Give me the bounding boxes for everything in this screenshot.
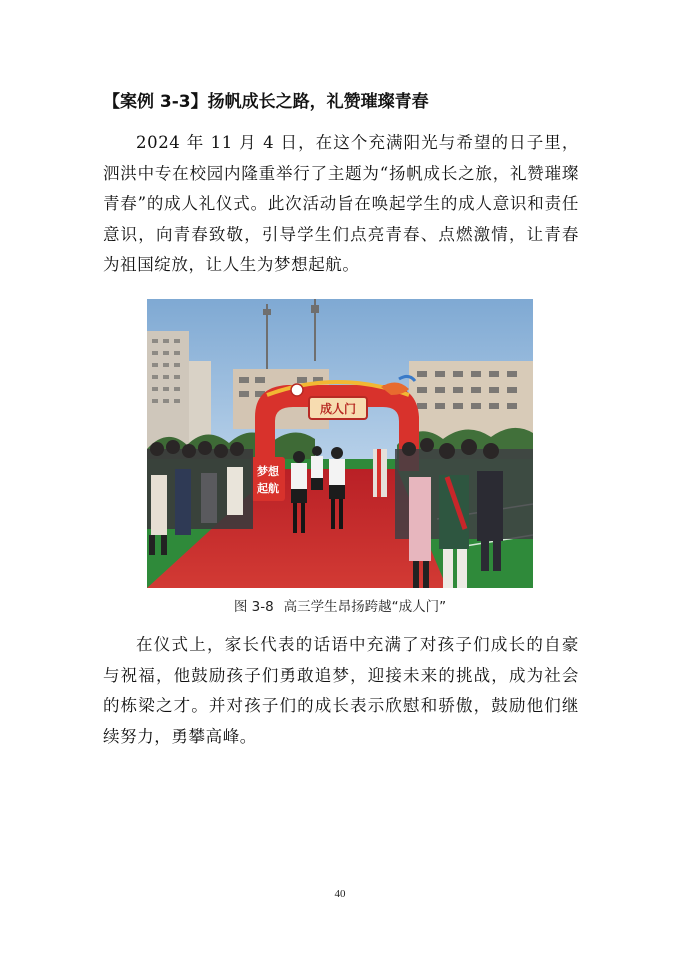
- figure-label: 图 3-8: [233, 599, 274, 615]
- figure-caption-text: 高三学生昂扬跨越“成人门”: [283, 599, 447, 615]
- case-title: 【案例 3-3】扬帆成长之路，礼赞璀璨青春: [103, 92, 429, 112]
- paragraph-1: 2024 年 11 月 4 日，在这个充满阳光与希望的日子里，泗洪中专在校园内隆重举行了主题为“扬帆成长之旅，礼赞璀璨青春”的成人礼仪式。此次活动旨在唤起学生的成人意识和责任意识，向青春致敬，引导学生们点亮青春、点燃激情，让青春为祖国绽放，让人生为梦想起航。: [103, 133, 579, 274]
- banner-line-2: 起航: [257, 482, 279, 495]
- arch-sign: 成人门: [319, 402, 357, 416]
- page-number: 40: [334, 888, 346, 900]
- ceremony-photo: [147, 299, 533, 588]
- figure-caption: [147, 598, 533, 616]
- banner-line-1: 梦想: [257, 465, 279, 478]
- paragraph-2: 在仪式上，家长代表的话语中充满了对孩子们成长的自豪与祝福，他鼓励孩子们勇敢追梦，迎接未来的挑战，成为社会的栋梁之才。并对孩子们的成长表示欣慰和骄傲，鼓励他们继续努力，勇攀高峰。: [103, 635, 579, 746]
